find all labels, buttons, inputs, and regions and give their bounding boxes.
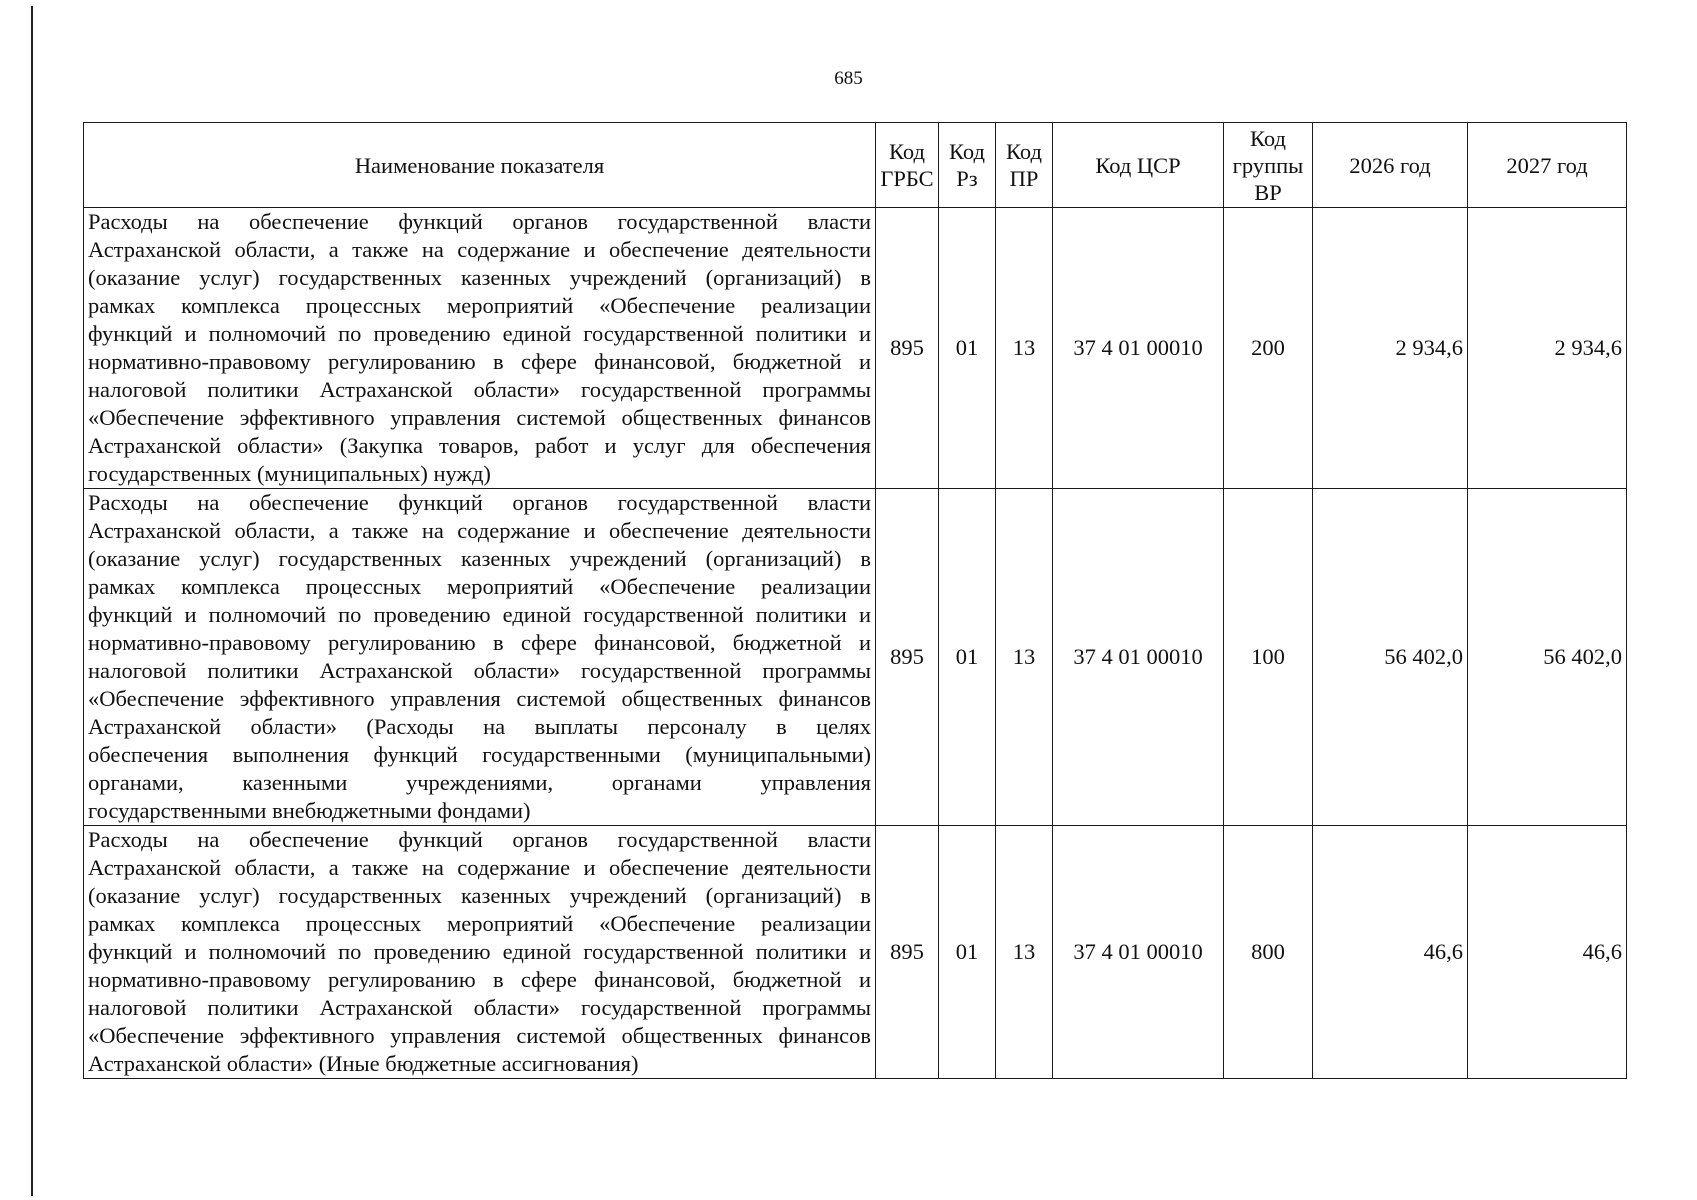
indicator-name-line: налоговой политики Астраханской области» государственной программы xyxy=(88,995,871,1020)
code-grbs: 895 xyxy=(876,208,939,489)
header-rz: Код Рз xyxy=(939,123,996,208)
code-csr: 37 4 01 00010 xyxy=(1053,489,1224,826)
table-header-row xyxy=(84,123,1627,208)
amount-2027: 56 402,0 xyxy=(1468,489,1627,826)
indicator-name-line: Астраханской области, а также на содержание и обеспечение деятельности xyxy=(88,518,871,543)
indicator-name-line: (оказание услуг) государственных казенных учреждений (организаций) в xyxy=(88,883,871,908)
indicator-name-line: Расходы на обеспечение функций органов государственной власти xyxy=(88,209,871,234)
indicator-name-line: «Обеспечение эффективного управления системой общественных финансов xyxy=(88,405,871,430)
code-pr: 13 xyxy=(996,208,1053,489)
code-vr: 800 xyxy=(1224,826,1313,1079)
indicator-name-line: налоговой политики Астраханской области» государственной программы xyxy=(88,658,871,683)
indicator-name-line: Астраханской области» (Иные бюджетные ассигнования) xyxy=(88,1051,639,1076)
amount-2026: 46,6 xyxy=(1313,826,1468,1079)
header-pr: Код ПР xyxy=(996,123,1053,208)
code-vr: 200 xyxy=(1224,208,1313,489)
header-vr: Код группы ВР xyxy=(1224,123,1313,208)
table-row xyxy=(84,208,1627,489)
indicator-name-line: Расходы на обеспечение функций органов государственной власти xyxy=(88,490,871,515)
budget-table xyxy=(83,122,1627,1079)
indicator-name-line: обеспечения выполнения функций государственными (муниципальными) xyxy=(88,742,871,767)
page-margin-line xyxy=(31,6,33,1196)
code-rz: 01 xyxy=(939,208,996,489)
code-pr: 13 xyxy=(996,489,1053,826)
amount-2026: 56 402,0 xyxy=(1313,489,1468,826)
code-csr: 37 4 01 00010 xyxy=(1053,208,1224,489)
header-csr: Код ЦСР xyxy=(1053,123,1224,208)
indicator-name-line: «Обеспечение эффективного управления системой общественных финансов xyxy=(88,686,871,711)
indicator-name-line: Астраханской области, а также на содержание и обеспечение деятельности xyxy=(88,237,871,262)
code-rz: 01 xyxy=(939,826,996,1079)
indicator-name-line: рамках комплекса процессных мероприятий «Обеспечение реализации xyxy=(88,293,871,318)
indicator-name-line: налоговой политики Астраханской области» государственной программы xyxy=(88,377,871,402)
indicator-name-line: (оказание услуг) государственных казенных учреждений (организаций) в xyxy=(88,546,871,571)
indicator-name-line: нормативно-правовому регулированию в сфере финансовой, бюджетной и xyxy=(88,349,871,374)
indicator-name-line: нормативно-правовому регулированию в сфере финансовой, бюджетной и xyxy=(88,630,871,655)
code-grbs: 895 xyxy=(876,489,939,826)
header-2027: 2027 год xyxy=(1468,123,1627,208)
code-vr: 100 xyxy=(1224,489,1313,826)
indicator-name-line: государственных (муниципальных) нужд) xyxy=(88,461,491,486)
indicator-name-line: рамках комплекса процессных мероприятий «Обеспечение реализации xyxy=(88,574,871,599)
indicator-name-line: (оказание услуг) государственных казенных учреждений (организаций) в xyxy=(88,265,871,290)
header-grbs: Код ГРБС xyxy=(876,123,939,208)
indicator-name-line: «Обеспечение эффективного управления системой общественных финансов xyxy=(88,1023,871,1048)
amount-2027: 46,6 xyxy=(1468,826,1627,1079)
indicator-name-line: нормативно-правовому регулированию в сфере финансовой, бюджетной и xyxy=(88,967,871,992)
indicator-name-line: функций и полномочий по проведению единой государственной политики и xyxy=(88,602,871,627)
indicator-name-line: Астраханской области, а также на содержание и обеспечение деятельности xyxy=(88,855,871,880)
indicator-name xyxy=(84,489,876,826)
indicator-name-line: функций и полномочий по проведению единой государственной политики и xyxy=(88,321,871,346)
indicator-name-line: Астраханской области» (Расходы на выплаты персоналу в целях xyxy=(88,714,871,739)
page-number: 685 xyxy=(834,68,863,89)
code-grbs: 895 xyxy=(876,826,939,1079)
indicator-name xyxy=(84,208,876,489)
table-row xyxy=(84,826,1627,1079)
indicator-name-line: Расходы на обеспечение функций органов государственной власти xyxy=(88,827,871,852)
code-rz: 01 xyxy=(939,489,996,826)
indicator-name xyxy=(84,826,876,1079)
table-row xyxy=(84,489,1627,826)
amount-2027: 2 934,6 xyxy=(1468,208,1627,489)
header-2026: 2026 год xyxy=(1313,123,1468,208)
indicator-name-line: Астраханской области» (Закупка товаров, работ и услуг для обеспечения xyxy=(88,433,871,458)
indicator-name-line: функций и полномочий по проведению единой государственной политики и xyxy=(88,939,871,964)
code-pr: 13 xyxy=(996,826,1053,1079)
indicator-name-line: рамках комплекса процессных мероприятий «Обеспечение реализации xyxy=(88,911,871,936)
indicator-name-line: государственными внебюджетными фондами) xyxy=(88,798,531,823)
header-name: Наименование показателя xyxy=(84,123,876,208)
indicator-name-line: органами, казенными учреждениями, органами управления xyxy=(88,770,871,795)
amount-2026: 2 934,6 xyxy=(1313,208,1468,489)
code-csr: 37 4 01 00010 xyxy=(1053,826,1224,1079)
